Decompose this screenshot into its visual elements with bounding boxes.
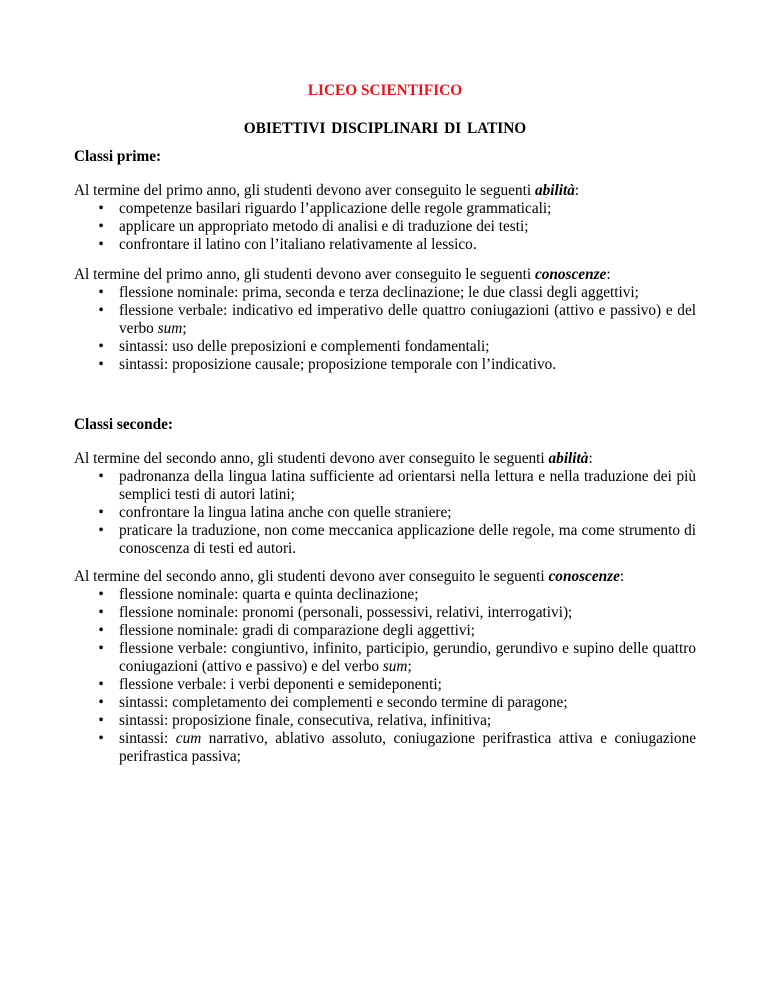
bullet-icon: • [98, 504, 104, 521]
bullet-icon: • [98, 338, 104, 355]
bullet-icon: • [98, 302, 104, 319]
abilita-list [74, 468, 696, 558]
list-item: • confrontare la lingua latina anche con quelle straniere; [74, 504, 696, 522]
list-item: • praticare la traduzione, non come meccanica applicazione delle regole, ma come strumento di conoscenza di testi ed autori. [74, 522, 696, 558]
bullet-icon: • [98, 586, 104, 603]
keyword-abilita: abilità [548, 450, 589, 467]
section-classi-prime [74, 148, 696, 166]
list-item: • confrontare il latino con l’italiano relativamente al lessico. [74, 236, 696, 254]
conoscenze-list [74, 284, 696, 374]
bullet-icon: • [98, 284, 104, 301]
list-item: • flessione nominale: pronomi (personali, possessivi, relativi, interrogativi); [74, 604, 696, 622]
list-item: • flessione nominale: prima, seconda e terza declinazione; le due classi degli aggettivi; [74, 284, 696, 302]
list-item: • sintassi: proposizione causale; proposizione temporale con l’indicativo. [74, 356, 696, 374]
keyword-conoscenze: conoscenze [548, 568, 620, 585]
list-item: • sintassi: completamento dei complementi e secondo termine di paragone; [74, 694, 696, 712]
prime-conoscenze-block [74, 266, 696, 374]
prime-abilita-block [74, 182, 696, 254]
list-item: • sintassi: cum narrativo, ablativo assoluto, coniugazione perifrastica attiva e coniugazione perifrastica passiva; [74, 730, 696, 766]
section-heading: Classi seconde: [74, 416, 174, 433]
document-title: OBIETTIVI DISCIPLINARI DI LATINO [243, 120, 527, 137]
list-item: • applicare un appropriato metodo di analisi e di traduzione dei testi; [74, 218, 696, 236]
bullet-icon: • [98, 236, 104, 253]
bullet-icon: • [98, 522, 104, 539]
bullet-icon: • [98, 676, 104, 693]
section-classi-seconde [74, 416, 696, 434]
bullet-icon: • [98, 200, 104, 217]
bullet-icon: • [98, 640, 104, 657]
list-item: • padronanza della lingua latina sufficiente ad orientarsi nella lettura e nella traduzione dei più semplici testi di autori latini; [74, 468, 696, 504]
bullet-icon: • [98, 356, 104, 373]
bullet-icon: • [98, 604, 104, 621]
list-item: • flessione verbale: indicativo ed imperativo delle quattro coniugazioni (attivo e passivo) e del verbo sum; [74, 302, 696, 338]
bullet-icon: • [98, 468, 104, 485]
list-item: • sintassi: uso delle preposizioni e complementi fondamentali; [74, 338, 696, 356]
seconde-conoscenze-block [74, 568, 696, 766]
keyword-abilita: abilità [534, 182, 575, 199]
list-item: • sintassi: proposizione finale, consecutiva, relativa, infinitiva; [74, 712, 696, 730]
bullet-icon: • [98, 218, 104, 235]
list-item: • competenze basilari riguardo l’applicazione delle regole grammaticali; [74, 200, 696, 218]
bullet-icon: • [98, 622, 104, 639]
abilita-list [74, 200, 696, 254]
list-item: • flessione verbale: congiuntivo, infinito, participio, gerundio, gerundivo e supino delle quattro coniugazioni (attivo e passivo) e del verbo sum; [74, 640, 696, 676]
keyword-conoscenze: conoscenze [534, 266, 607, 283]
list-item: • flessione verbale: i verbi deponenti e semideponenti; [74, 676, 696, 694]
school-title: LICEO SCIENTIFICO [307, 82, 463, 99]
conoscenze-list [74, 586, 696, 766]
intro-paragraph: Al termine del primo anno, gli studenti devono aver conseguito le seguenti abilità: [74, 182, 580, 199]
seconde-abilita-block [74, 450, 696, 558]
intro-paragraph: Al termine del primo anno, gli studenti devono aver conseguito le seguenti conoscenze: [74, 266, 611, 283]
intro-paragraph: Al termine del secondo anno, gli studenti devono aver conseguito le seguenti abilità: [74, 450, 593, 467]
section-heading: Classi prime: [74, 148, 162, 165]
list-item: • flessione nominale: quarta e quinta declinazione; [74, 586, 696, 604]
bullet-icon: • [98, 712, 104, 729]
list-item: • flessione nominale: gradi di comparazione degli aggettivi; [74, 622, 696, 640]
bullet-icon: • [98, 730, 104, 747]
bullet-icon: • [98, 694, 104, 711]
intro-paragraph: Al termine del secondo anno, gli studenti devono aver conseguito le seguenti conoscenze: [74, 568, 625, 585]
